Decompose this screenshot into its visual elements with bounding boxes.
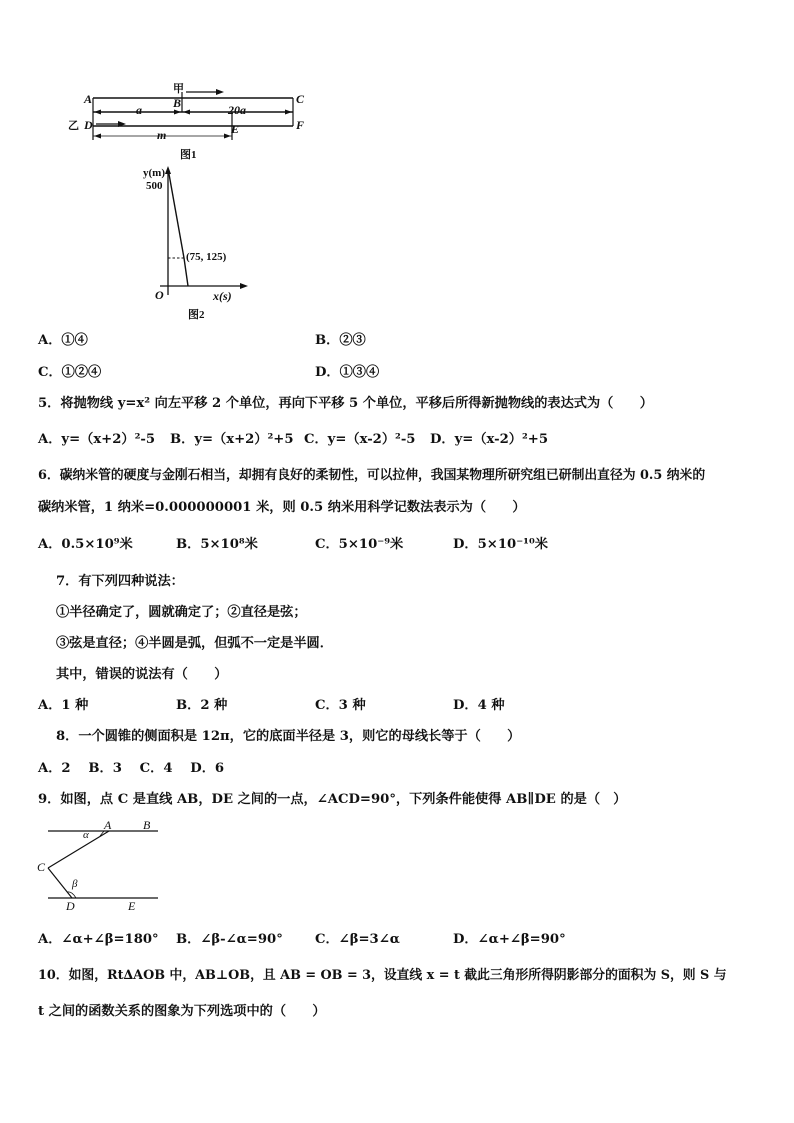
- figure-1-label-f-point: F: [296, 118, 305, 132]
- figure-1-label-a-point: A: [84, 92, 93, 106]
- q6-stem-line-2: 碳纳米管，1 纳米=0.000000001 米，则 0.5 纳米用科学记数法表示为（ ）: [38, 500, 526, 515]
- figure-1-label-b-point: B: [173, 96, 182, 110]
- figure-2-y-tick: 500: [146, 180, 163, 192]
- q4-option-b: B．②③: [315, 333, 366, 348]
- q4-option-a: A．①④: [38, 333, 88, 348]
- q9-option-b: B．∠β-∠α=90°: [176, 932, 283, 947]
- q7-option-c: C．3 种: [315, 698, 366, 713]
- figure-1-label-m-length: m: [157, 128, 167, 142]
- q4-option-c: C．①②④: [38, 365, 102, 380]
- q9-fig-label-alpha: α: [83, 829, 89, 841]
- q5-stem: 5．将抛物线 y=x² 向左平移 2 个单位，再向下平移 5 个单位，平移后所得新抛物线的表达式为（ ）: [38, 396, 653, 411]
- q9-fig-label-a: A: [104, 818, 112, 832]
- q5-option-d: D．y=（x-2）²+5: [430, 432, 548, 447]
- figure-2-origin: O: [155, 288, 164, 302]
- q7-option-a: A．1 种: [38, 698, 89, 713]
- q5-option-c: C．y=（x-2）²-5: [304, 432, 416, 447]
- q9-stem: 9．如图，点 C 是直线 AB，DE 之间的一点，∠ACD=90°，下列条件能使得 AB∥DE 的是（ ）: [38, 792, 627, 807]
- q10-stem-line-2: t 之间的函数关系的图象为下列选项中的（ ）: [38, 1004, 326, 1019]
- q6-option-b: B．5×10⁸米: [176, 537, 258, 552]
- figure-2-y-axis-label: y(m): [143, 167, 165, 179]
- q7-line-2: ③弦是直径；④半圆是弧，但弧不一定是半圆．: [56, 636, 333, 651]
- figure-1-caption: 图1: [180, 149, 197, 161]
- q9-option-d: D．∠α+∠β=90°: [453, 932, 566, 947]
- q7-stem: 7．有下列四种说法：: [56, 574, 184, 589]
- q9-option-a: A．∠α+∠β=180°: [38, 932, 159, 947]
- q7-line-3: 其中，错误的说法有（ ）: [56, 667, 228, 682]
- q6-option-a: A．0.5×10⁹米: [38, 537, 133, 552]
- q5-option-b: B．y=（x+2）²+5: [170, 432, 294, 447]
- figure-1-label-jia: 甲: [173, 83, 184, 95]
- figure-1-label-d-point: D: [84, 118, 93, 132]
- figure-1-label-c-point: C: [296, 92, 305, 106]
- figure-1-label-e-point: E: [231, 122, 240, 136]
- q6-option-c: C．5×10⁻⁹米: [315, 537, 404, 552]
- q6-stem-line-1: 6．碳纳米管的硬度与金刚石相当，却拥有良好的柔韧性，可以拉伸，我国某物理所研究组已研制出直径为 0.5 纳米的: [38, 468, 706, 483]
- q9-fig-label-c: C: [37, 860, 46, 874]
- q9-fig-label-e: E: [128, 899, 136, 913]
- figure-2-x-axis-label: x(s): [213, 289, 232, 303]
- q9-option-c: C．∠β=3∠α: [315, 932, 400, 947]
- figure-2-caption: 图2: [188, 309, 205, 321]
- q10-stem-line-1: 10．如图，Rt∆AOB 中，AB⊥OB，且 AB = OB = 3，设直线 x = t 截此三角形所得阴影部分的面积为 S，则 S 与: [38, 968, 727, 983]
- q8-options: A．2 B．3 C．4 D．6: [38, 761, 225, 776]
- q7-line-1: ①半径确定了，圆就确定了；②直径是弦；: [56, 605, 307, 620]
- figure-1-label-a-length: a: [136, 103, 142, 117]
- q8-stem: 8．一个圆锥的侧面积是 12π，它的底面半径是 3，则它的母线长等于（ ）: [56, 729, 521, 744]
- figure-1-label-yi: 乙: [68, 120, 79, 132]
- question-9-diagram: [34, 818, 164, 918]
- q7-option-d: D．4 种: [453, 698, 505, 713]
- figure-2-point-label: (75, 125): [186, 251, 227, 263]
- q7-option-b: B．2 种: [176, 698, 228, 713]
- q5-option-a: A．y=（x+2）²-5: [38, 432, 156, 447]
- q4-option-d: D．①③④: [315, 365, 380, 380]
- q9-fig-label-d: D: [66, 899, 75, 913]
- figure-1-label-20a-length: 20a: [228, 103, 246, 117]
- q9-fig-label-b: B: [143, 818, 151, 832]
- q9-fig-label-beta: β: [72, 878, 78, 890]
- q6-option-d: D．5×10⁻¹⁰米: [453, 537, 548, 552]
